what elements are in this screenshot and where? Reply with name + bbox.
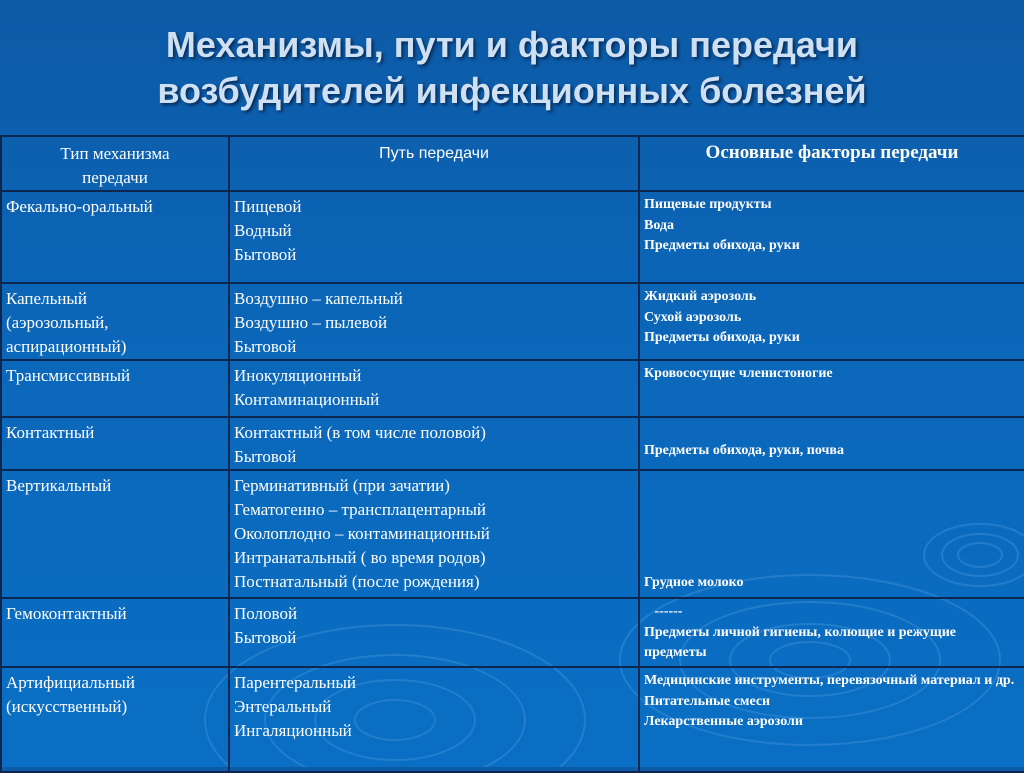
route-line: Бытовой [234,447,297,466]
route-cell [229,191,639,283]
header-factors: Основные факторы передачи [639,136,1024,191]
route-line: Интранатальный ( во время родов) [234,548,486,567]
factor-line: Предметы обихода, руки [644,238,800,253]
table-row [1,283,1024,360]
table-row [1,667,1024,772]
header-mechanism-line: Тип механизма [60,144,170,163]
mechanism-cell [1,598,229,667]
transmission-table [0,135,1024,773]
header-mechanism [1,136,229,191]
mechanism-cell [1,191,229,283]
factor-line: Грудное молоко [644,574,744,590]
route-cell [229,417,639,470]
factors-cell [639,360,1024,417]
mechanism-line: Капельный [6,289,87,308]
mechanism-line: Артифициальный [6,673,135,692]
route-line: Бытовой [234,337,297,356]
route-line: Постнатальный (после рождения) [234,572,480,591]
mechanism-cell [1,470,229,598]
factor-line: Питательные смеси [644,693,771,709]
table-header-row [1,136,1024,191]
mechanism-line: Гемоконтактный [6,604,127,623]
factor-line: Предметы личной гигиены, колющие и режущие предметы [644,624,957,660]
factor-line: Предметы обихода, руки [644,330,800,345]
mechanism-line: аспирационный) [6,337,127,356]
slide-title [0,22,1024,114]
factor-line: Вода [644,217,675,233]
mechanism-line: Трансмиссивный [6,366,131,385]
factor-line: Медицинские инструменты, перевязочный материал и др. [644,673,1015,688]
factor-line: ------ [644,604,683,619]
route-line: Воздушно – капельный [234,289,403,308]
mechanism-cell [1,667,229,772]
route-cell [229,283,639,360]
table-row [1,470,1024,598]
factor-line: Пищевые продукты [644,197,772,212]
factor-line: Жидкий аэрозоль [644,289,757,304]
slide-title-line-1: Механизмы, пути и факторы передачи [165,24,859,65]
route-cell [229,470,639,598]
mechanism-cell [1,360,229,417]
factors-cell [639,470,1024,598]
route-line: Воздушно – пылевой [234,313,388,332]
factor-line: Лекарственные аэрозоли [644,714,803,729]
table-row [1,191,1024,283]
route-line: Контактный (в том числе половой) [234,423,486,442]
mechanism-line: Вертикальный [6,476,112,495]
route-line: Герминативный (при зачатии) [234,476,450,495]
route-line: Парентеральный [234,673,356,692]
route-line: Пищевой [234,197,302,216]
route-cell [229,667,639,772]
factor-line: Предметы обихода, руки, почва [644,442,844,458]
route-line: Бытовой [234,628,297,647]
table-row [1,360,1024,417]
mechanism-line: (искусственный) [6,697,128,716]
route-line: Энтеральный [234,697,332,716]
table-row [1,598,1024,667]
factors-cell [639,283,1024,360]
mechanism-cell [1,283,229,360]
route-line: Контаминационный [234,390,380,409]
route-cell [229,598,639,667]
slide-title-line-2: возбудителей инфекционных болезней [157,70,867,111]
table-row [1,417,1024,470]
route-line: Околоплодно – контаминационный [234,524,490,543]
route-line: Бытовой [234,245,297,264]
factors-cell [639,417,1024,470]
factors-cell [639,598,1024,667]
factor-line: Кровососущие членистоногие [644,366,833,381]
factors-cell [639,667,1024,772]
header-route: Путь передачи [229,136,639,191]
route-cell [229,360,639,417]
mechanism-cell [1,417,229,470]
route-line: Половой [234,604,298,623]
route-line: Ингаляционный [234,721,352,740]
mechanism-line: (аэрозольный, [6,313,109,332]
route-line: Инокуляционный [234,366,362,385]
mechanism-line: Контактный [6,423,95,442]
route-line: Гематогенно – трансплацентарный [234,500,487,519]
header-mechanism-line: передачи [82,168,148,187]
factors-cell [639,191,1024,283]
mechanism-line: Фекально-оральный [6,197,153,216]
factor-line: Сухой аэрозоль [644,309,742,325]
route-line: Водный [234,221,292,240]
